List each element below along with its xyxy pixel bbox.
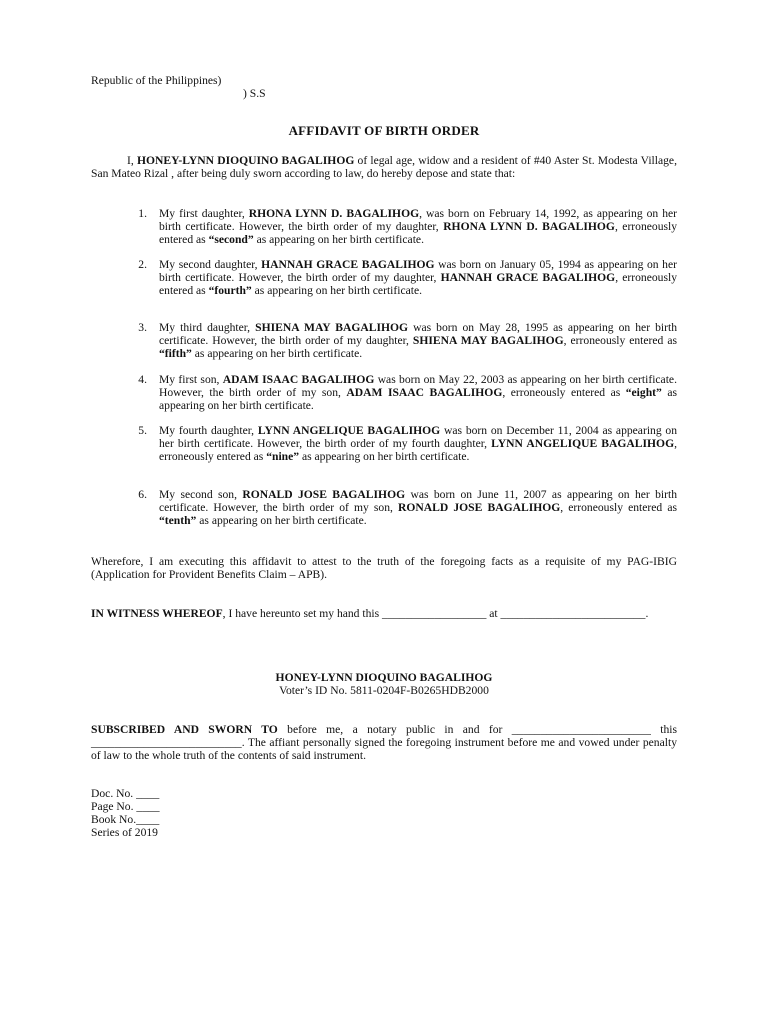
child-name: RHONA LYNN D. BAGALIHOG (248, 207, 420, 220)
book-number: Book No.____ (91, 813, 160, 826)
signatory-name: HONEY-LYNN DIOQUINO BAGALIHOG (275, 671, 493, 684)
child-name: RONALD JOSE BAGALIHOG (242, 488, 406, 501)
child-name: RHONA LYNN D. BAGALIHOG (443, 220, 615, 233)
document-title: AFFIDAVIT OF BIRTH ORDER (288, 123, 480, 138)
page-number: Page No. ____ (91, 800, 160, 813)
child-name: LYNN ANGELIQUE BAGALIHOG (257, 424, 441, 437)
wherefore-paragraph: Wherefore, I am executing this affidavit to attest to the truth of the foregoing facts as a requisite of my PAG-IBIG (Application for Provident Benefits Claim – APB). (91, 555, 677, 581)
item-number: 2. (138, 258, 147, 271)
list-item: My fourth daughter, LYNN ANGELIQUE BAGALIHOG was born on December 11, 2004 as appearing on her birth certificate. However, the birth order of my fourth daughter, LYNN ANGELIQUE BAGALIHOG, erroneously entered as “nine” as appearing on her birth certificate. (159, 424, 678, 463)
intro-paragraph (91, 154, 677, 180)
child-name: SHIENA MAY BAGALIHOG (255, 321, 409, 334)
series-year: Series of 2019 (91, 826, 158, 839)
child-name: LYNN ANGELIQUE BAGALIHOG (491, 437, 675, 450)
intro-prefix: I, (127, 154, 134, 167)
item-number: 5. (138, 424, 147, 437)
birth-order-word: “nine” (266, 450, 300, 463)
list-item: My first son, ADAM ISAAC BAGALIHOG was born on May 22, 2003 as appearing on her birth certificate. However, the birth order of my son, ADAM ISAAC BAGALIHOG, erroneously entered as “eight” as appearing on her birth certificate. (159, 373, 677, 412)
child-name: HANNAH GRACE BAGALIHOG (440, 271, 616, 284)
child-name: ADAM ISAAC BAGALIHOG (346, 386, 503, 399)
item-number: 4. (138, 373, 147, 386)
birth-order-word: “tenth” (159, 514, 197, 527)
item-number: 6. (138, 488, 147, 501)
child-name: ADAM ISAAC BAGALIHOG (222, 373, 375, 386)
birth-order-word: “second” (208, 233, 254, 246)
list-item: My third daughter, SHIENA MAY BAGALIHOG was born on May 28, 1995 as appearing on her birth certificate. However, the birth order of my daughter, SHIENA MAY BAGALIHOG, erroneously entered as “fifth” as appearing on her birth certificate. (159, 321, 677, 360)
item-number: 3. (138, 321, 147, 334)
item-number: 1. (138, 207, 147, 220)
child-name: HANNAH GRACE BAGALIHOG (261, 258, 435, 271)
list-item: My second son, RONALD JOSE BAGALIHOG was born on June 11, 2007 as appearing on her birth certificate. However, the birth order of my son, RONALD JOSE BAGALIHOG, erroneously entered as “tenth” as appearing on her birth certificate. (159, 488, 677, 527)
birth-order-word: “fourth” (208, 284, 252, 297)
child-name: SHIENA MAY BAGALIHOG (412, 334, 564, 347)
witness-paragraph: IN WITNESS WHEREOF, I have hereunto set my hand this __________________ at _________________________. (91, 607, 649, 620)
jurat-lead: SUBSCRIBED AND SWORN TO (91, 723, 278, 736)
intro-text: of legal age, widow and a resident of #40 Aster St. Modesta Village, San Mateo Rizal , after being duly sworn according to law, do hereby depose and state that: (91, 154, 677, 180)
doc-number: Doc. No. ____ (91, 787, 160, 800)
child-name: RONALD JOSE BAGALIHOG (398, 501, 561, 514)
venue-line-2: ) S.S (243, 87, 266, 100)
jurat-paragraph: SUBSCRIBED AND SWORN TO before me, a notary public in and for ________________________ this __________________________. The affiant personally signed the foregoing instrument before me and vowed under penalty of law to the whole truth of the contents of said instrument. (91, 723, 677, 762)
affiant-name: HONEY-LYNN DIOQUINO BAGALIHOG (136, 154, 355, 167)
witness-lead: IN WITNESS WHEREOF (91, 607, 223, 620)
venue-line-1: Republic of the Philippines) (91, 74, 222, 87)
birth-order-word: “eight” (625, 386, 662, 399)
list-item: My first daughter, RHONA LYNN D. BAGALIHOG, was born on February 14, 1992, as appearing on her birth certificate. However, the birth order of my daughter, RHONA LYNN D. BAGALIHOG, erroneously entered as “second” as appearing on her birth certificate. (159, 207, 678, 246)
voter-id-line: Voter’s ID No. 5811-0204F-B0265HDB2000 (279, 684, 489, 697)
list-item: My second daughter, HANNAH GRACE BAGALIHOG was born on January 05, 1994 as appearing on her birth certificate. However, the birth order of my daughter, HANNAH GRACE BAGALIHOG, erroneously entered as “fourth” as appearing on her birth certificate. (159, 258, 677, 297)
birth-order-word: “fifth” (159, 347, 192, 360)
